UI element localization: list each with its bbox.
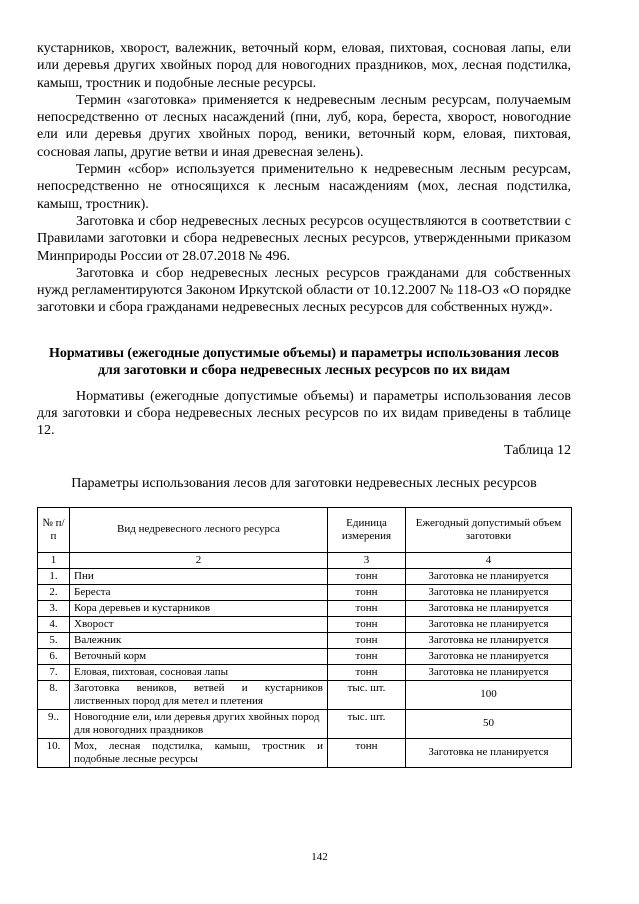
- table-colnum-row: [38, 552, 572, 568]
- table-header-row: [38, 507, 572, 552]
- paragraph-intro: кустарников, хворост, валежник, веточный корм, еловая, пихтовая, сосновая лапы, ели или деревья других хвойных пород для новогодних праздников, мох, лесная подстилка, камыш, тростник и подобные лесные ресурсы.: [37, 41, 571, 91]
- paragraph-section: Нормативы (ежегодные допустимые объемы) и параметры использования лесов для заготовки и сбора недревесных лесных ресурсов по их видам приведены в таблице 12.: [37, 388, 571, 439]
- row-num: 5.: [38, 632, 70, 648]
- row-num: 7.: [38, 664, 70, 680]
- row-volume: Заготовка не планируется: [406, 648, 572, 664]
- colnum: 3: [328, 552, 406, 568]
- row-name: Еловая, пихтовая, сосновая лапы: [70, 664, 328, 680]
- row-num: 10.: [38, 738, 70, 767]
- paragraph-term-zagotovka: Термин «заготовка» применяется к недревесным лесным ресурсам, получаемым непосредственно от лесных насаждений (пни, луб, кора, береста, хворост, новогодние ели или деревья других хвойных пород, веники, веточный корм, еловая, пихтовая, сосновая лапы, другие ветви и иная древесная зелень).: [37, 92, 571, 160]
- row-volume: Заготовка не планируется: [406, 616, 572, 632]
- row-name: Хворост: [70, 616, 328, 632]
- row-num: 6.: [38, 648, 70, 664]
- row-name: Валежник: [70, 632, 328, 648]
- table-row: [38, 709, 572, 738]
- header-unit: Единица измерения: [328, 507, 406, 552]
- page-number: 142: [311, 851, 328, 863]
- row-unit: тонн: [328, 584, 406, 600]
- row-volume: Заготовка не планируется: [406, 632, 572, 648]
- table-row: [38, 648, 572, 664]
- row-volume: Заготовка не планируется: [406, 600, 572, 616]
- row-name: Береста: [70, 584, 328, 600]
- row-volume: Заготовка не планируется: [406, 738, 572, 767]
- table-row: [38, 600, 572, 616]
- table-caption: Параметры использования лесов для заготовки недревесных лесных ресурсов: [71, 475, 537, 491]
- row-num: 9..: [38, 709, 70, 738]
- paragraph-term-sbor: Термин «сбор» используется применительно к недревесным лесным ресурсам, непосредственно не относящихся к лесным насаждениям (мох, лесная подстилка, камыш, тростник).: [37, 162, 571, 212]
- row-unit: тыс. шт.: [328, 680, 406, 709]
- row-volume: Заготовка не планируется: [406, 568, 572, 584]
- row-name: Пни: [70, 568, 328, 584]
- row-num: 4.: [38, 616, 70, 632]
- row-num: 8.: [38, 680, 70, 709]
- row-unit: тонн: [328, 568, 406, 584]
- row-name: Новогодние ели, или деревья других хвойных пород для новогодних праздников: [70, 709, 328, 738]
- header-volume: Ежегодный допустимый объем заготовки: [406, 507, 572, 552]
- row-unit: тонн: [328, 738, 406, 767]
- row-num: 3.: [38, 600, 70, 616]
- header-num: № п/п: [38, 507, 70, 552]
- row-name: Мох, лесная подстилка, камыш, тростник и подобные лесные ресурсы: [70, 738, 328, 767]
- table-row: [38, 568, 572, 584]
- section-heading: Нормативы (ежегодные допустимые объемы) и параметры использования лесов для заготовки и сбора недревесных лесных ресурсов по их видам: [48, 345, 560, 379]
- table-row: [38, 632, 572, 648]
- table-row: [38, 664, 572, 680]
- colnum: 1: [38, 552, 70, 568]
- row-unit: тыс. шт.: [328, 709, 406, 738]
- table-row: [38, 584, 572, 600]
- document-page: [37, 40, 571, 768]
- row-volume: Заготовка не планируется: [406, 584, 572, 600]
- row-unit: тонн: [328, 632, 406, 648]
- row-name: Заготовка веников, ветвей и кустарников лиственных пород для метел и плетения: [70, 680, 328, 709]
- row-unit: тонн: [328, 600, 406, 616]
- row-num: 1.: [38, 568, 70, 584]
- row-volume: 100: [406, 680, 572, 709]
- resources-table: [37, 507, 572, 768]
- colnum: 4: [406, 552, 572, 568]
- header-resource: Вид недревесного лесного ресурса: [70, 507, 328, 552]
- table-row: [38, 738, 572, 767]
- table-label: Таблица 12: [504, 442, 571, 458]
- paragraph-rules: Заготовка и сбор недревесных лесных ресурсов осуществляются в соответствии с Правилами заготовки и сбора недревесных лесных ресурсов, утвержденными приказом Минприроды России от 28.07.2018 № 496.: [37, 213, 571, 264]
- row-name: Веточный корм: [70, 648, 328, 664]
- row-volume: 50: [406, 709, 572, 738]
- row-unit: тонн: [328, 616, 406, 632]
- row-num: 2.: [38, 584, 70, 600]
- row-name: Кора деревьев и кустарников: [70, 600, 328, 616]
- row-unit: тонн: [328, 648, 406, 664]
- paragraph-law: Заготовка и сбор недревесных лесных ресурсов гражданами для собственных нужд регламентируются Законом Иркутской области от 10.12.2007 № 118-ОЗ «О порядке заготовки и сбора гражданами недревесных лесных ресурсов для собственных нужд».: [37, 265, 571, 316]
- table-row: [38, 616, 572, 632]
- row-volume: Заготовка не планируется: [406, 664, 572, 680]
- table-row: [38, 680, 572, 709]
- row-unit: тонн: [328, 664, 406, 680]
- colnum: 2: [70, 552, 328, 568]
